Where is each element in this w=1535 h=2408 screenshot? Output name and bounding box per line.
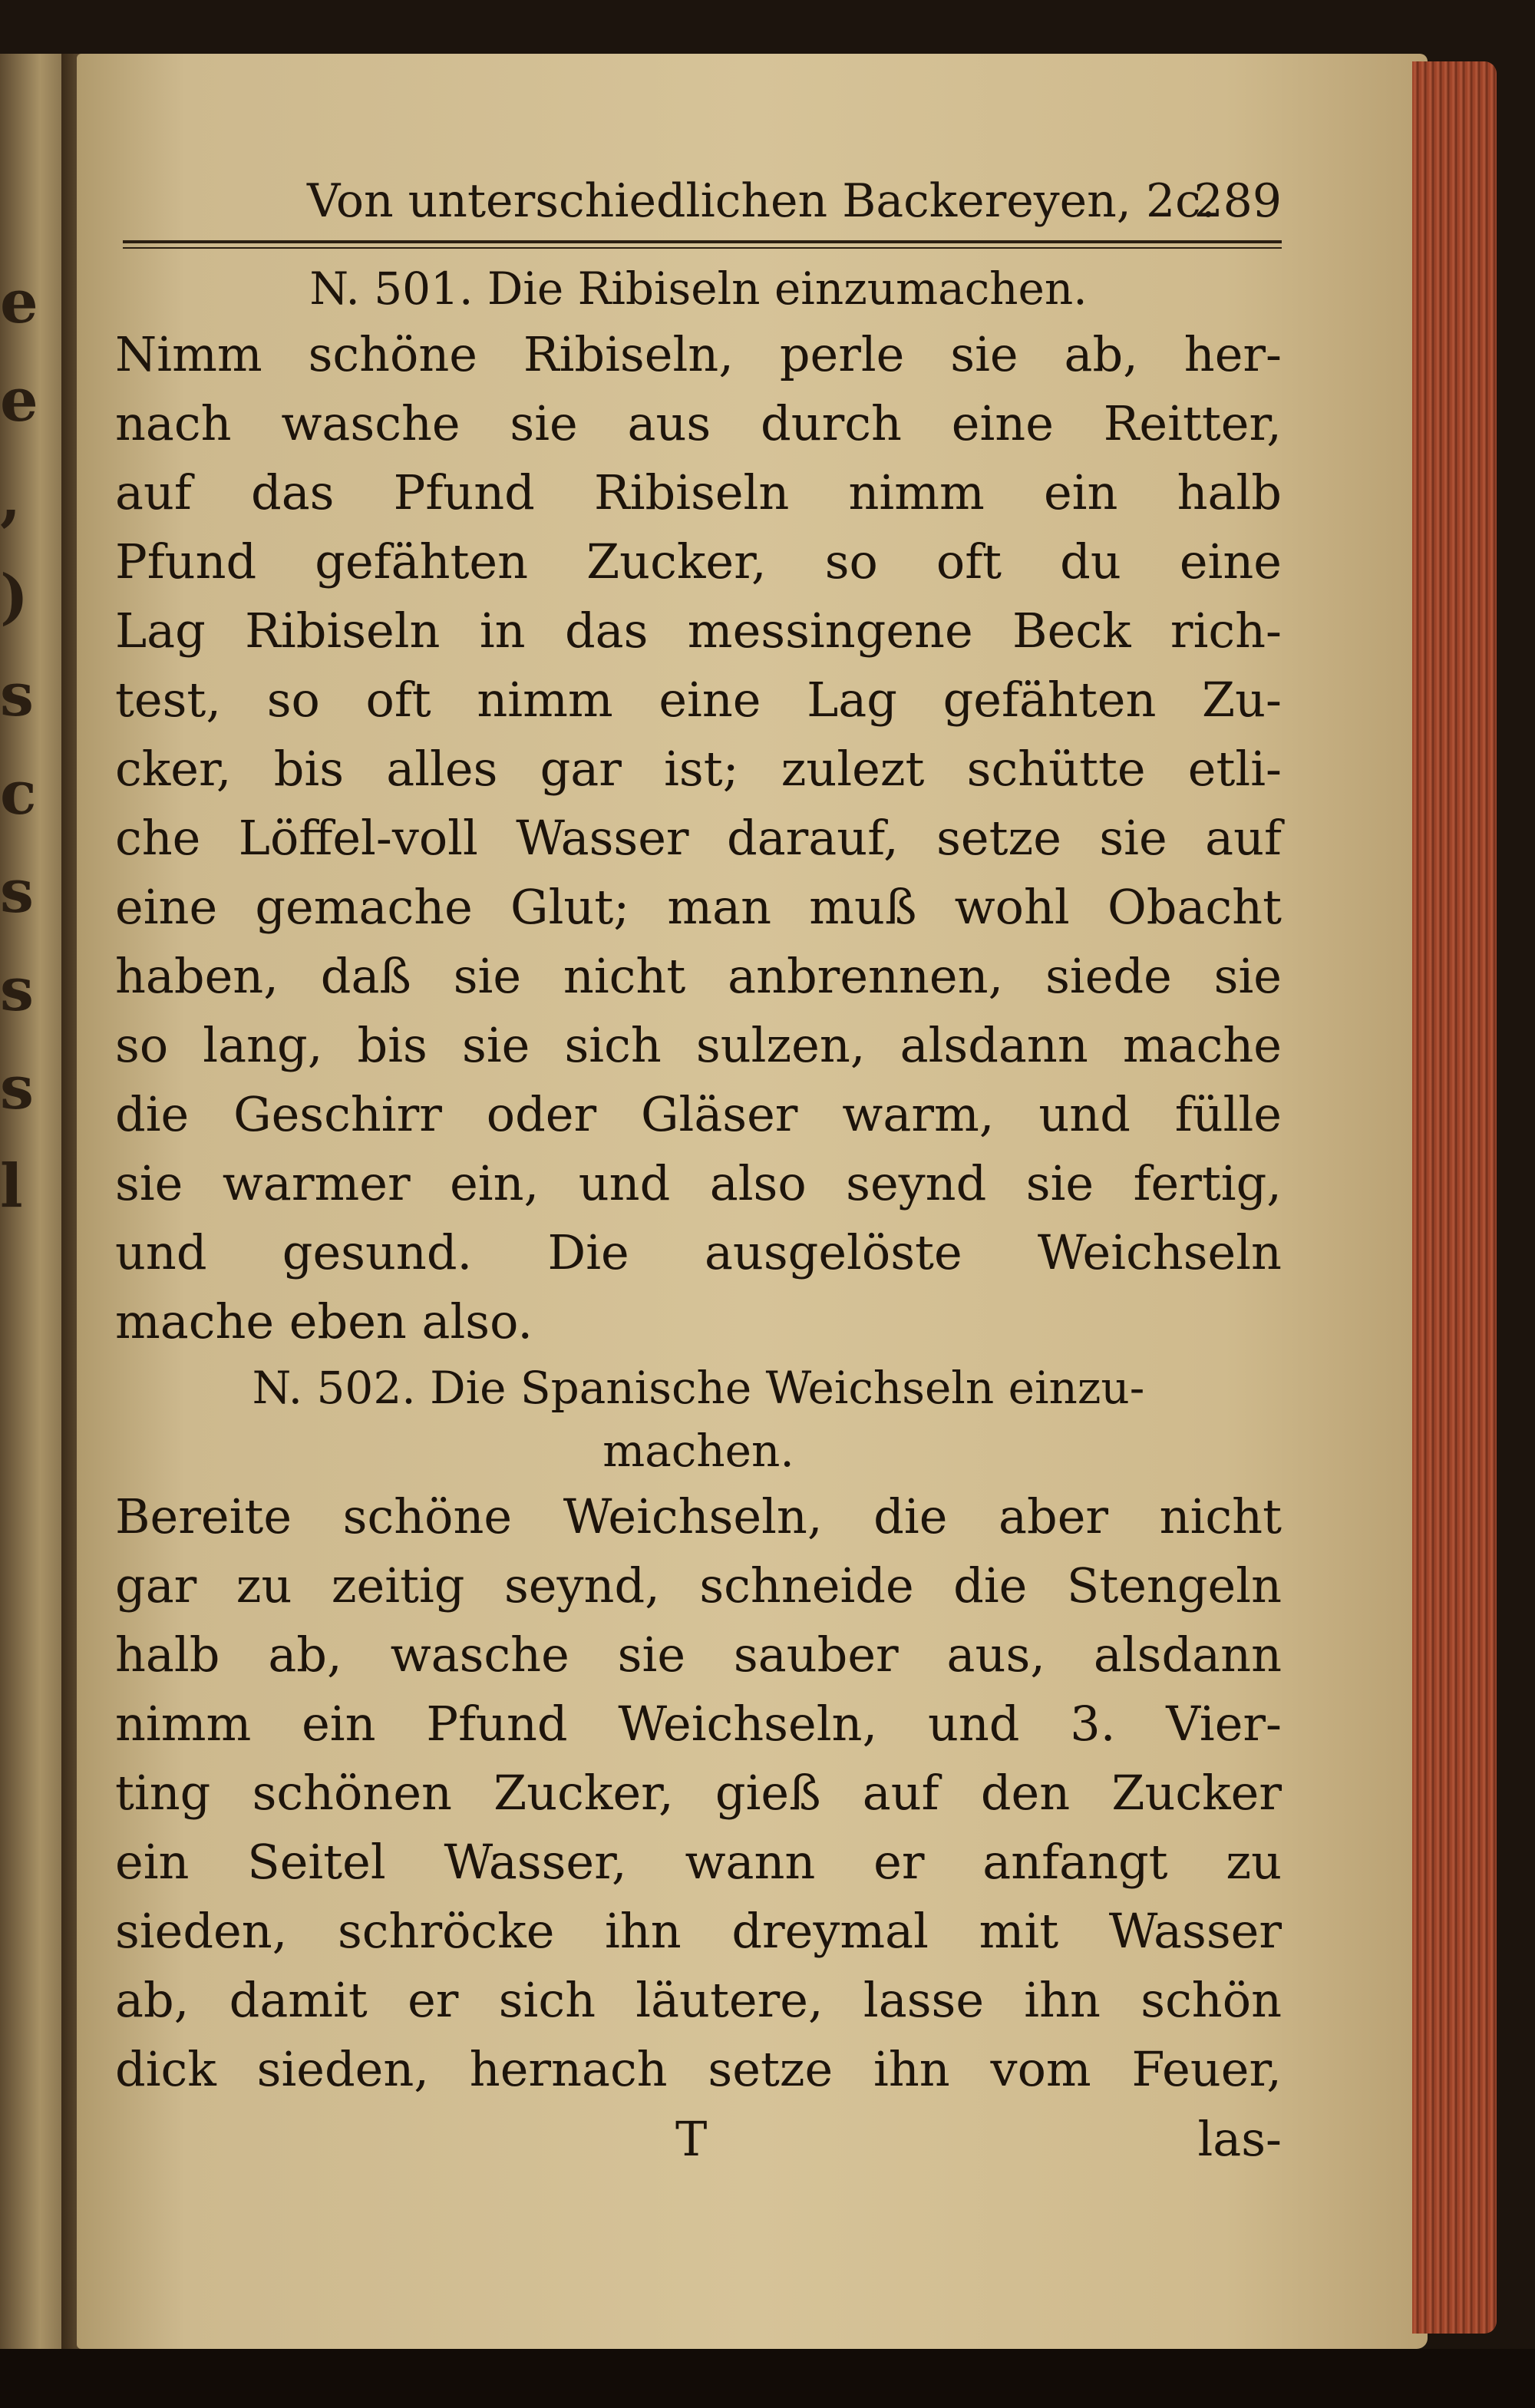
text-line: ein Seitel Wasser, wann er anfangt zu [115,1834,1282,1890]
scan-background [0,2349,1535,2408]
text-line: halb ab, wasche sie sauber aus, alsdann [115,1627,1282,1683]
running-title: Von unterschiedlichen Backereyen, 2c. [307,174,1216,228]
text-line: die Geschirr oder Gläser warm, und fülle [115,1086,1282,1142]
text-line: dick sieden, hernach setze ihn vom Feuer, [115,2041,1282,2097]
text-line: nach wasche sie aus durch eine Reitter, [115,395,1282,451]
text-line: haben, daß sie nicht anbrennen, siede sie [115,948,1282,1004]
text-line: che Löffel-voll Wasser darauf, setze sie auf [115,810,1282,866]
recipe-heading: N. 502. Die Spanische Weichseln einzu- [252,1362,1145,1414]
header-rule [123,240,1282,249]
recipe-heading: N. 501. Die Ribiseln einzumachen. [309,263,1088,315]
text-line: eine gemache Glut; man muß wohl Obacht [115,879,1282,935]
text-line: Pfund gefähten Zucker, so oft du eine [115,533,1282,590]
running-head [123,165,1282,238]
text-line: auf das Pfund Ribiseln nimm ein halb [115,464,1282,520]
text-line: Nimm schöne Ribiseln, perle sie ab, her- [115,326,1282,382]
recipe-heading-continuation: machen. [602,1425,794,1477]
text-line: so lang, bis sie sich sulzen, alsdann mache [115,1017,1282,1073]
text-line: cker, bis alles gar ist; zulezt schütte etli- [115,741,1282,797]
page-number: 289 [1193,174,1282,228]
page-edges [1412,61,1497,2334]
text-line: und gesund. Die ausgelöste Weichseln [115,1224,1282,1280]
text-line: sie warmer ein, und also seynd sie fertig, [115,1155,1282,1211]
page-footer [115,2111,1282,2172]
text-line: ab, damit er sich läutere, lasse ihn schön [115,1972,1282,2028]
text-line: nimm ein Pfund Weichseln, und 3. Vier- [115,1696,1282,1752]
signature-mark: T [675,2111,708,2167]
text-line: gar zu zeitig seynd, schneide die Stengeln [115,1557,1282,1614]
text-line: Lag Ribiseln in das messingene Beck rich- [115,603,1282,659]
text-line: sieden, schröcke ihn dreymal mit Wasser [115,1903,1282,1959]
text-line: mache eben also. [115,1293,533,1349]
text-line: test, so oft nimm eine Lag gefähten Zu- [115,672,1282,728]
page-text [115,257,1282,2104]
catchword: las- [1197,2111,1282,2167]
text-line: Bereite schöne Weichseln, die aber nicht [115,1488,1282,1544]
facing-page-fragments: e e , ) s c s s s l [0,267,38,1221]
text-line: ting schönen Zucker, gieß auf den Zucker [115,1765,1282,1821]
